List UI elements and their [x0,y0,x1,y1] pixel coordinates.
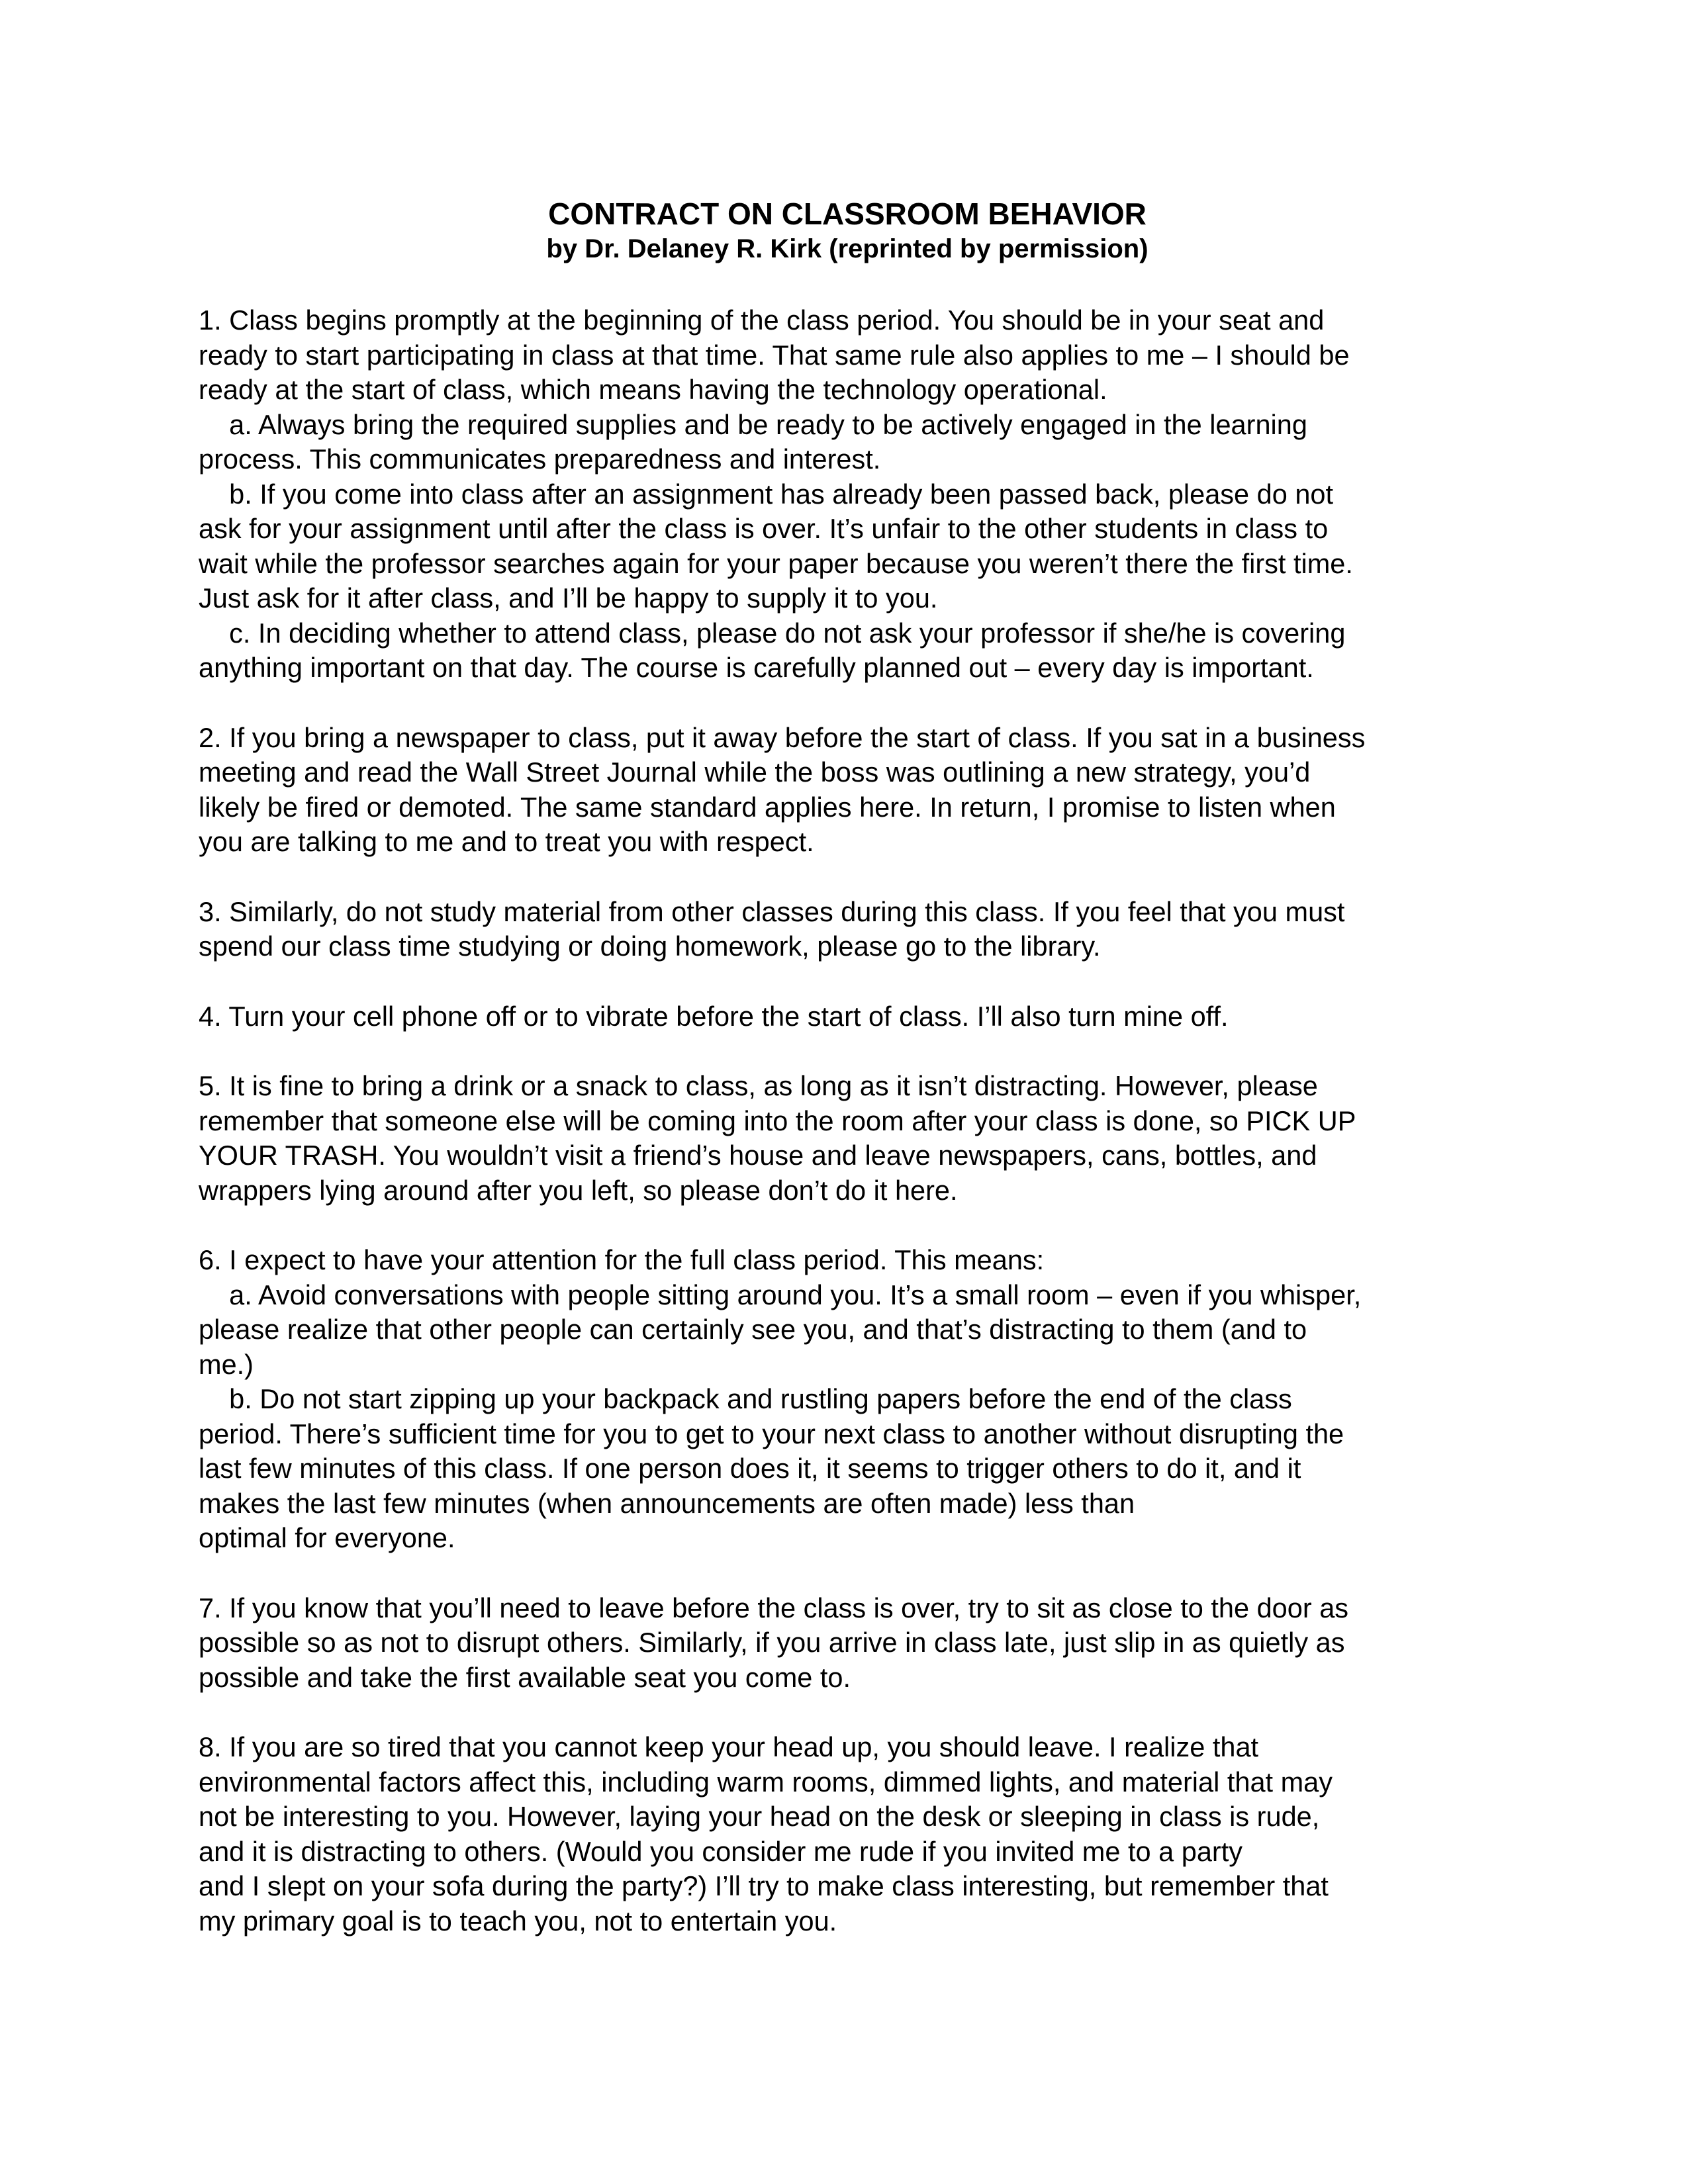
rule-line: b. If you come into class after an assignment has already been passed back, please do not [199,478,1334,510]
rule-line: remember that someone else will be coming into the room after your class is done, so PICK UP [199,1105,1356,1136]
rule-line: 6. I expect to have your attention for the full class period. This means: [199,1244,1045,1275]
rule-item-7 [199,1591,1496,1696]
rule-line: 7. If you know that you’ll need to leave before the class is over, try to sit as close to the door as [199,1592,1349,1623]
rule-line: b. Do not start zipping up your backpack and rustling papers before the end of the class [199,1383,1292,1414]
rule-line: me.) [199,1348,254,1380]
rule-line: 8. If you are so tired that you cannot keep your head up, you should leave. I realize that [199,1731,1259,1762]
rule-line: 5. It is fine to bring a drink or a snack to class, as long as it isn’t distracting. However, please [199,1070,1318,1101]
document-title: CONTRACT ON CLASSROOM BEHAVIOR [548,197,1147,231]
rule-line: makes the last few minutes (when announcements are often made) less than [199,1487,1135,1519]
rule-line: c. In deciding whether to attend class, please do not ask your professor if she/he is covering [199,617,1346,649]
document-byline: by Dr. Delaney R. Kirk (reprinted by permission) [546,234,1149,263]
rule-line: 1. Class begins promptly at the beginning of the class period. You should be in your seat and [199,304,1325,336]
rule-item-3 [199,895,1496,964]
rule-line: please realize that other people can certainly see you, and that’s distracting to them (and to [199,1314,1307,1345]
rule-line: ready at the start of class, which means having the technology operational. [199,374,1107,405]
rule-line: period. There’s sufficient time for you to get to your next class to another without disrupting the [199,1418,1344,1449]
rule-line: YOUR TRASH. You wouldn’t visit a friend’s house and leave newspapers, cans, bottles, and [199,1140,1317,1171]
rule-line: 2. If you bring a newspaper to class, put it away before the start of class. If you sat in a business [199,721,1366,753]
rule-line: wait while the professor searches again for your paper because you weren’t there the first time. [199,547,1353,579]
rule-item-1 [199,303,1496,686]
rule-line: possible so as not to disrupt others. Similarly, if you arrive in class late, just slip in as quietly as [199,1627,1345,1658]
rule-line: my primary goal is to teach you, not to entertain you. [199,1905,837,1936]
rule-line: you are talking to me and to treat you with respect. [199,826,814,857]
document-page [199,196,1496,1974]
rule-line: ask for your assignment until after the class is over. It’s unfair to the other students in class to [199,513,1329,544]
rule-line: anything important on that day. The course is carefully planned out – every day is important. [199,652,1314,683]
rule-line: a. Always bring the required supplies and be ready to be actively engaged in the learning [199,408,1307,440]
rule-line: and it is distracting to others. (Would you consider me rude if you invited me to a party [199,1835,1243,1867]
rule-line: Just ask for it after class, and I’ll be happy to supply it to you. [199,582,938,614]
rule-item-5 [199,1069,1496,1208]
rule-line: optimal for everyone. [199,1522,455,1553]
rule-line: likely be fired or demoted. The same standard applies here. In return, I promise to listen when [199,791,1336,823]
rule-line: and I slept on your sofa during the party?) I’ll try to make class interesting, but remember that [199,1870,1329,1901]
rule-item-6 [199,1243,1496,1556]
rule-line: wrappers lying around after you left, so please don’t do it here. [199,1174,958,1206]
rule-line: meeting and read the Wall Street Journal while the boss was outlining a new strategy, you’d [199,756,1311,788]
rule-line: ready to start participating in class at that time. That same rule also applies to me – I should be [199,339,1350,371]
rules-list [199,303,1496,1938]
rule-item-4 [199,999,1496,1034]
rule-item-2 [199,721,1496,860]
rule-item-8 [199,1730,1496,1938]
rule-line: 4. Turn your cell phone off or to vibrate before the start of class. I’ll also turn mine off. [199,1000,1229,1032]
rule-line: possible and take the first available seat you come to. [199,1661,851,1693]
rule-line: spend our class time studying or doing homework, please go to the library. [199,931,1101,962]
rule-line: not be interesting to you. However, laying your head on the desk or sleeping in class is rude, [199,1801,1320,1832]
rule-line: 3. Similarly, do not study material from other classes during this class. If you feel that you must [199,895,1345,927]
rule-line: last few minutes of this class. If one person does it, it seems to trigger others to do it, and it [199,1453,1301,1484]
rule-line: environmental factors affect this, including warm rooms, dimmed lights, and material that may [199,1766,1333,1797]
rule-line: a. Avoid conversations with people sitting around you. It’s a small room – even if you whisper, [199,1279,1362,1310]
rule-line: process. This communicates preparedness and interest. [199,443,881,475]
